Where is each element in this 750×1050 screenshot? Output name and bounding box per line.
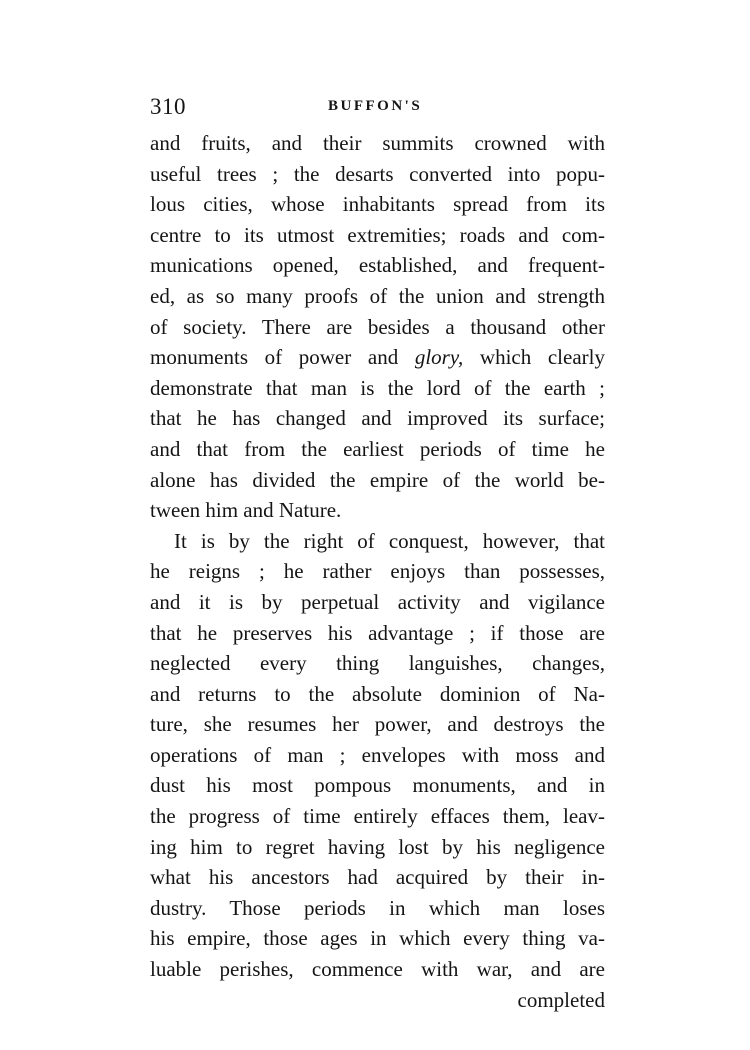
text-line: ture, she resumes her power, and destroys the: [150, 712, 605, 737]
text-fragment: monuments of power and: [150, 345, 415, 370]
text-line: the progress of time entirely effaces them, leav-: [150, 804, 605, 829]
text-line: and returns to the absolute dominion of Na-: [150, 681, 605, 706]
text-line: centre to its utmost extremities; roads and com-: [150, 222, 605, 247]
running-head: BUFFON'S: [328, 98, 423, 114]
text-line: and fruits, and their summits crowned with: [150, 131, 605, 155]
text-line: It is by the right of conquest, however, that: [174, 528, 605, 553]
paragraph-1: [150, 128, 605, 526]
catchword: completed: [517, 987, 605, 1012]
body-text: [150, 128, 605, 1015]
text-line: his empire, those ages in which every thing va-: [150, 926, 605, 951]
text-fragment: which clearly: [463, 345, 605, 370]
text-line: alone has divided the empire of the world be-: [150, 467, 605, 492]
text-line: tween him and Nature.: [150, 498, 342, 523]
text-line: dustry. Those periods in which man loses: [150, 895, 605, 920]
page-number: 310: [150, 94, 186, 119]
text-line: and it is by perpetual activity and vigilance: [150, 589, 605, 614]
paragraph-2: [150, 526, 605, 985]
text-line: that he has changed and improved its surface;: [150, 406, 605, 431]
text-line: demonstrate that man is the lord of the earth ;: [150, 375, 605, 400]
text-line: of society. There are besides a thousand other: [150, 314, 605, 339]
text-line: dust his most pompous monuments, and in: [150, 773, 605, 798]
text-line: neglected every thing languishes, changes,: [150, 651, 605, 676]
text-line: he reigns ; he rather enjoys than possesses,: [150, 559, 605, 584]
text-line: operations of man ; envelopes with moss and: [150, 742, 605, 767]
text-line: that he preserves his advantage ; if those are: [150, 620, 605, 645]
emphasized-word: glory,: [414, 345, 464, 370]
text-line: munications opened, established, and frequent-: [150, 253, 605, 278]
text-line: [150, 342, 605, 373]
text-line: ing him to regret having lost by his negligence: [150, 834, 605, 859]
text-line: lous cities, whose inhabitants spread from its: [150, 192, 605, 217]
text-line: what his ancestors had acquired by their in-: [150, 865, 605, 890]
page-header: [150, 94, 610, 124]
text-line: ed, as so many proofs of the union and strength: [150, 283, 605, 308]
text-line: and that from the earliest periods of time he: [150, 436, 605, 461]
text-line: luable perishes, commence with war, and are: [150, 957, 605, 982]
text-line: useful trees ; the desarts converted into popu-: [150, 161, 605, 186]
